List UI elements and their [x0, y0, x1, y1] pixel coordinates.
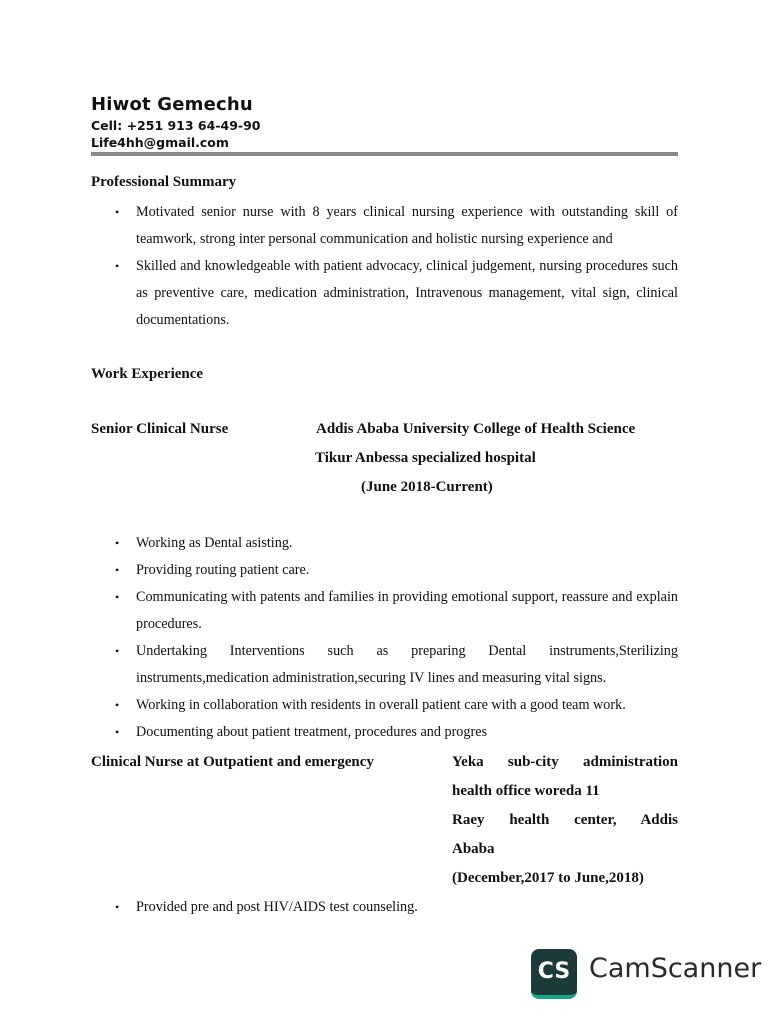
job2-duties-list — [91, 894, 678, 921]
candidate-name: Hiwot Gemechu — [91, 94, 253, 115]
job1-title: Senior Clinical Nurse — [91, 421, 229, 437]
list-item-text: Communicating with patents and families in providing emotional support, reassure and explain procedures. — [136, 589, 678, 632]
list-item — [91, 584, 678, 638]
bullet-icon: • — [115, 536, 120, 550]
list-item-text: Providing routing patient care. — [136, 562, 310, 578]
bullet-icon: • — [115, 590, 120, 604]
phone-number: Cell: +251 913 64-49-90 — [91, 118, 261, 133]
list-item — [91, 692, 678, 719]
job1-organization: Addis Ababa University College of Health Science — [316, 421, 636, 437]
job2-employer-block — [452, 748, 678, 893]
list-item — [91, 719, 678, 746]
list-item-text: Undertaking Interventions such as preparing Dental instruments,Sterilizing instruments,medication administration,securing IV lines and measuring vital signs. — [136, 643, 678, 686]
job2-employer-line: Ababa — [452, 841, 495, 857]
list-item — [91, 638, 678, 692]
header-divider — [91, 152, 678, 156]
summary-list — [91, 199, 678, 334]
bullet-icon: • — [115, 900, 120, 914]
bullet-icon: • — [115, 644, 120, 658]
bullet-icon: • — [115, 205, 120, 219]
list-item-text: Provided pre and post HIV/AIDS test counseling. — [136, 899, 418, 915]
bullet-icon: • — [115, 725, 120, 739]
list-item-text: Motivated senior nurse with 8 years clinical nursing experience with outstanding skill of teamwork, strong inter personal communication and holistic nursing experience and — [136, 204, 678, 247]
bullet-icon: • — [115, 563, 120, 577]
list-item — [91, 530, 678, 557]
list-item-text: Documenting about patient treatment, procedures and progres — [136, 724, 488, 740]
job2-title: Clinical Nurse at Outpatient and emergency — [91, 754, 374, 770]
job2-dates: (December,2017 to June,2018) — [452, 870, 644, 886]
list-item-text: Working as Dental asisting. — [136, 535, 293, 551]
job1-dates: (June 2018-Current) — [361, 479, 493, 495]
list-item — [91, 253, 678, 334]
camscanner-wordmark: CamScanner — [589, 953, 762, 984]
job1-hospital: Tikur Anbessa specialized hospital — [315, 450, 536, 466]
job2-employer-line: health office woreda 11 — [452, 783, 600, 799]
list-item — [91, 557, 678, 584]
list-item — [91, 894, 678, 921]
work-experience-heading: Work Experience — [91, 366, 204, 382]
email-address: Life4hh@gmail.com — [91, 135, 229, 150]
job1-duties-list — [91, 530, 678, 746]
job2-employer-line: Raey health center, Addis — [452, 812, 678, 828]
list-item-text: Working in collaboration with residents in overall patient care with a good team work. — [136, 697, 626, 713]
bullet-icon: • — [115, 698, 120, 712]
camscanner-logo-icon: CS — [531, 949, 577, 999]
list-item-text: Skilled and knowledgeable with patient advocacy, clinical judgement, nursing procedures such as preventive care, medication administration, Intravenous management, vital sign, clinical documentations. — [136, 258, 678, 328]
professional-summary-heading: Professional Summary — [91, 174, 237, 190]
list-item — [91, 199, 678, 253]
camscanner-watermark — [531, 949, 762, 999]
bullet-icon: • — [115, 259, 120, 273]
job2-employer-line: Yeka sub-city administration — [452, 754, 678, 770]
